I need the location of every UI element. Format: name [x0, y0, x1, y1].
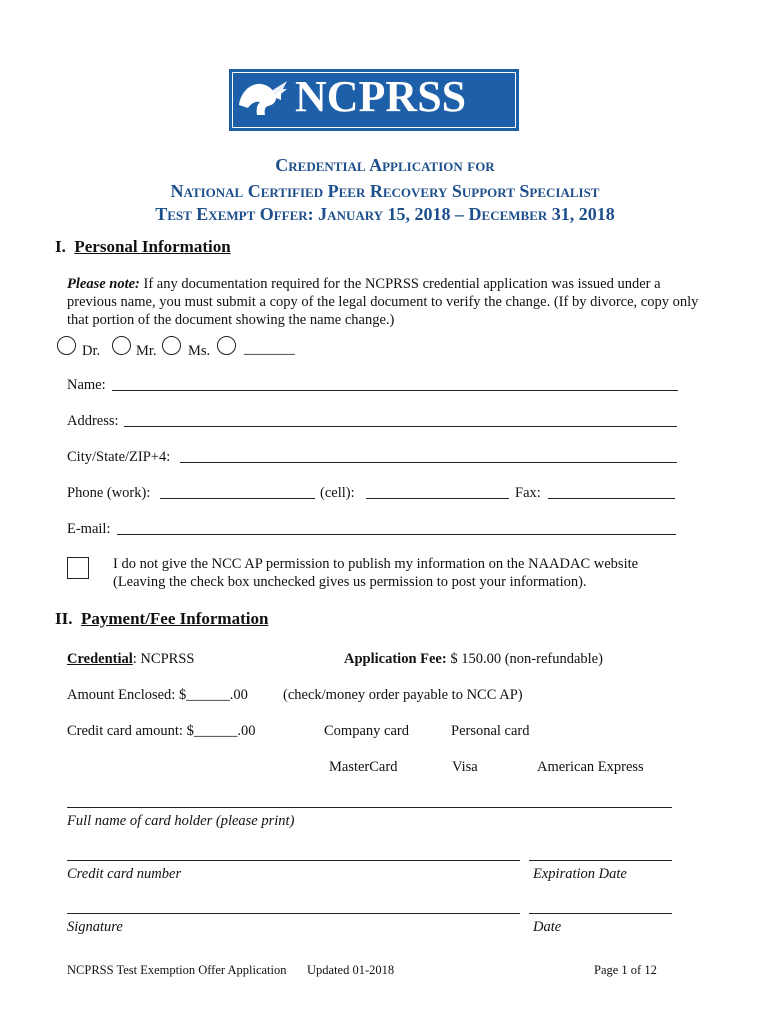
title-line-1: Credential Application for [275, 155, 495, 175]
application-fee: Application Fee: $ 150.00 (non-refundable) [344, 651, 603, 667]
section-personal-heading: I. Personal Information [55, 237, 231, 256]
footer-title: NCPRSS Test Exemption Offer Application [67, 963, 287, 977]
footer-page-number: Page 1 of 12 [594, 963, 657, 977]
label-date: Date [533, 919, 562, 935]
personal-card-option[interactable]: Personal card [451, 723, 530, 739]
cardholder-name-field[interactable] [67, 807, 672, 808]
label-ms: Ms. [188, 343, 211, 359]
phone-work-field[interactable] [160, 498, 315, 499]
consent-text-line-1: I do not give the NCC AP permission to publish my information on the NAADAC website [113, 556, 639, 572]
label-name: Name: [67, 377, 106, 393]
name-change-note: Please note: If any documentation required for the NCPRSS credential application was issued under a previous name, you must submit a copy of the legal document to verify the change. (If by divorce, copy only that portion of the document showing the name change.) [67, 276, 699, 328]
amex-option[interactable]: American Express [537, 759, 644, 775]
expiration-date-field[interactable] [529, 860, 672, 861]
ncprss-logo [229, 69, 519, 131]
consent-text-line-2: (Leaving the check box unchecked gives us permission to post your information). [113, 574, 587, 590]
city-state-zip-field[interactable] [180, 462, 677, 463]
radio-mr[interactable] [112, 336, 131, 355]
email-field[interactable] [117, 534, 676, 535]
publish-consent-checkbox[interactable] [67, 557, 89, 579]
signature-field[interactable] [67, 913, 520, 914]
date-field[interactable] [529, 913, 672, 914]
radio-other[interactable] [217, 336, 236, 355]
footer-updated: Updated 01-2018 [307, 963, 395, 977]
credential-line: Credential: NCPRSS [67, 651, 195, 667]
fax-field[interactable] [548, 498, 675, 499]
address-field[interactable] [124, 426, 677, 427]
company-card-option[interactable]: Company card [324, 723, 409, 739]
label-cell: (cell): [320, 485, 355, 501]
phone-cell-field[interactable] [366, 498, 509, 499]
label-expiration: Expiration Date [533, 866, 627, 882]
label-address: Address: [67, 413, 119, 429]
label-dr: Dr. [82, 343, 101, 359]
label-fax: Fax: [515, 485, 541, 501]
visa-option[interactable]: Visa [452, 759, 478, 775]
check-payable-note: (check/money order payable to NCC AP) [283, 687, 523, 703]
radio-ms[interactable] [162, 336, 181, 355]
section-payment-heading: II. Payment/Fee Information [55, 609, 269, 628]
name-field[interactable] [112, 390, 678, 391]
label-city: City/State/ZIP+4: [67, 449, 171, 465]
credit-card-amount[interactable]: Credit card amount: $______.00 [67, 723, 256, 739]
mastercard-option[interactable]: MasterCard [329, 759, 398, 775]
radio-dr[interactable] [57, 336, 76, 355]
label-card-number: Credit card number [67, 866, 182, 882]
label-signature: Signature [67, 919, 123, 935]
label-email: E-mail: [67, 521, 111, 537]
amount-enclosed[interactable]: Amount Enclosed: $______.00 [67, 687, 248, 703]
label-mr: Mr. [136, 343, 157, 359]
title-line-3: Test Exempt Offer: January 15, 2018 – December 31, 2018 [155, 204, 615, 224]
card-number-field[interactable] [67, 860, 520, 861]
horse-head-icon [235, 75, 289, 119]
label-other-blank[interactable]: _______ [244, 341, 295, 357]
label-phone-work: Phone (work): [67, 485, 151, 501]
title-line-2: National Certified Peer Recovery Support Specialist [170, 181, 600, 201]
logo-text: NCPRSS [295, 72, 467, 121]
label-cardholder: Full name of card holder (please print) [67, 813, 295, 829]
